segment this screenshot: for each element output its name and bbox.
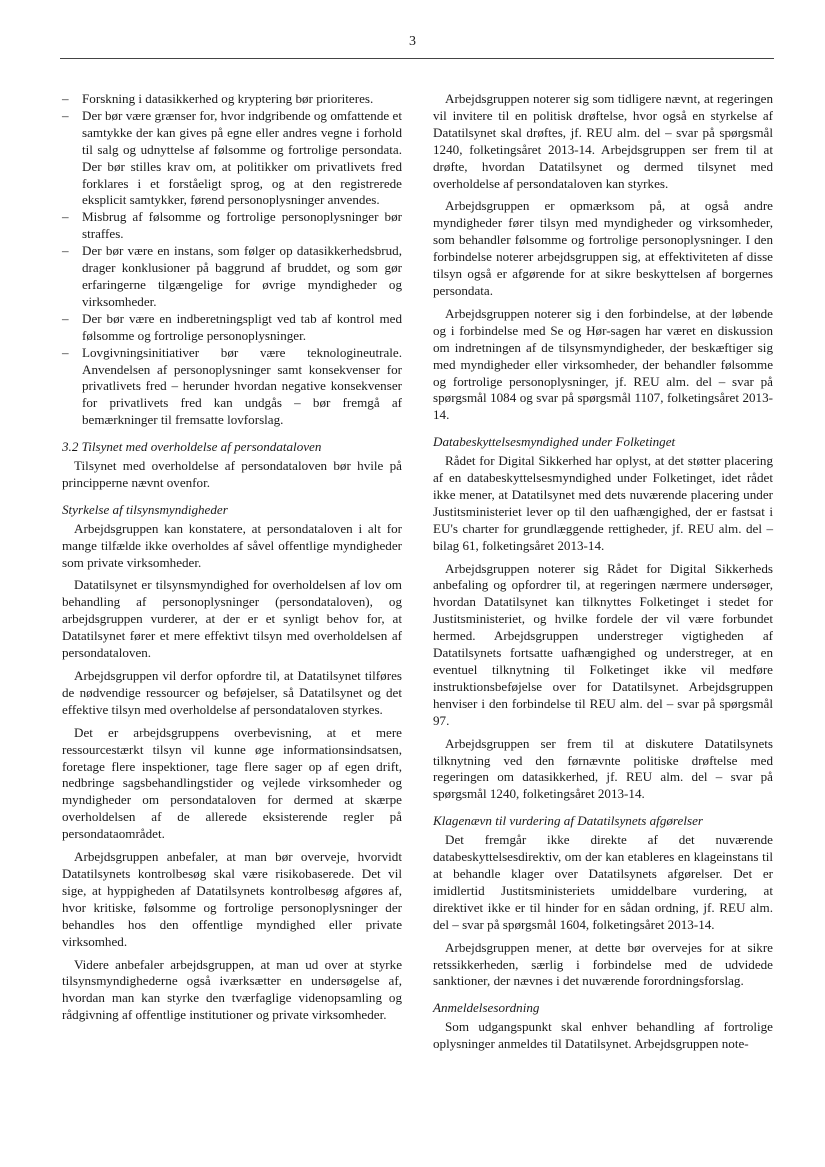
paragraph: Arbejdsgruppen noterer sig Rådet for Digital Sikkerheds anbefaling og opfordrer til, at regeringen nærmere undersøger, hvordan Datatilsynet kan tilknyttes Folketinget i stedet for Justitsministeriet, og hvilke fordele der vil være forbundet hermed. Arbejdsgruppen understreger vigtigheden af Datatilsynets fortsatte uafhængighed og understreger, at en eventuel tilknytning til Folketinget ikke vil medføre instruktionsbeføjelse over for Datatilsynet. Arbejdsgruppen henviser i den forbindelse til REU alm. del – svar på spørgsmål 97. [433,560,773,728]
paragraph: Arbejdsgruppen anbefaler, at man bør overveje, hvorvidt Datatilsynets kontrolbesøg skal være risikobaserede. Det vil sige, at hyppigheden af Datatilsynets kontrolbesøg afgøres af, hvor kritiske, følsomme og fortrolige personoplysninger der behandles hos den offentlige myndighed eller private virksomhed. [62,849,402,949]
header-rule [60,58,774,59]
dash-bullet-icon: – [62,107,69,123]
list-item [62,311,402,345]
left-column [62,91,402,1030]
list-item-text: Misbrug af følsomme og fortrolige personoplysninger bør straffes. [82,209,402,242]
list-item [62,209,402,243]
section-heading: 3.2 Tilsynet med overholdelse af persondataloven [62,439,322,455]
subheading: Klagenævn til vurdering af Datatilsynets afgørelser [433,813,703,829]
list-item [62,108,402,209]
list-item-text: Forskning i datasikkerhed og kryptering bør prioriteres. [82,91,374,106]
list-item-text: Der bør være en indberetningspligt ved tab af kontrol med følsomme og fortrolige personoplysninger. [82,310,402,343]
list-item-text: Der bør være en instans, som følger op datasikkerhedsbrud, drager konklusioner på baggrund af bruddet, og som gør erfaringerne tilgængelige for øvrige myndigheder og virksomheder. [82,243,402,309]
list-item-text: Lovgivningsinitiativer bør være teknologineutrale. Anvendelsen af personoplysninger samt konsekvenser for privatlivets fred – herunder hvordan negative konsekvenser for privatlivets fred kan undgås – bør fremgå af bemærkninger til fremsatte lovforslag. [82,344,402,428]
subheading: Anmeldelsesordning [433,1000,540,1016]
paragraph: Datatilsynet er tilsynsmyndighed for overholdelsen af lov om behandling af personoplysninger (persondataloven), og arbejdsgruppen vurderer, at der er et synligt behov for, at Datatilsynet fører et mere effektivt tilsyn med overholdelsen af persondataloven. [62,577,402,661]
dash-bullet-icon: – [62,209,69,225]
paragraph: Arbejdsgruppen ser frem til at diskutere Datatilsynets tilknytning ved den førnævnte politiske drøftelse med regeringen om datasikkerhed, jf. REU alm. del – svar på spørgsmål 1240, folketingsåret 2013-14. [433,735,773,802]
paragraph: Det fremgår ikke direkte af det nuværende databeskyttelsesdirektiv, om der kan etableres en klageinstans til at behandle klager over Datatilsynets afgørelser. Det er imidlertid Justitsministeriets umiddelbare vurdering, at direktivet ikke er til hinder for en sådan ordning, jf. REU alm. del – svar på spørgsmål 1604, folketingsåret 2013-14. [433,832,773,932]
paragraph: Videre anbefaler arbejdsgruppen, at man ud over at styrke tilsynsmyndighederne også iværksætter en undersøgelse af, hvordan man kan styrke den tværfaglige videnopsamling og rådgivning af offentlige institutioner og private virksomheder. [62,956,402,1023]
paragraph: Arbejdsgruppen kan konstatere, at persondataloven i alt for mange tilfælde ikke overholdes af såvel offentlige myndigheder som private virksomheder. [62,520,402,570]
list-item [62,243,402,311]
dash-bullet-icon: – [62,243,69,259]
paragraph: Det er arbejdsgruppens overbevisning, at et mere ressourcestærkt tilsyn vil kunne øge informationsindsatsen, foretage flere inspektioner, tage flere sager op af egen drift, nedbringe sagsbehandlingstider og vejlede virksomheder og myndigheder om persondataloven for dermed at skærpe overholdelsen af de allerede eksisterende regler på persondataområdet. [62,724,402,842]
paragraph: Som udgangspunkt skal enhver behandling af fortrolige oplysninger anmeldes til Datatilsynet. Arbejdsgruppen note- [433,1019,773,1052]
page-number: 3 [409,34,416,49]
subheading: Styrkelse af tilsynsmyndigheder [62,501,228,517]
paragraph: Arbejdsgruppen er opmærksom på, at også andre myndigheder fører tilsyn med myndigheder og virksomheder, som behandler følsomme og fortrolige personoplysninger. I den forbindelse noterer arbejdsgruppen sig, at effektiviteten af disse tilsyn også er afgørende for at sikre beskyttelsen af borgernes persondata. [433,198,773,298]
right-column [433,91,773,1059]
dash-bullet-icon: – [62,310,69,326]
dash-bullet-icon: – [62,344,69,360]
list-item [62,91,402,108]
paragraph: Arbejdsgruppen noterer sig i den forbindelse, at der løbende og i forbindelse med Se og Hør-sagen har været en diskussion om indretningen af de tilsynsmyndigheder, der beskæftiger sig med myndigheder eller virksomheder, der behandler følsomme og fortrolige personoplysninger, jf. REU alm. del – svar på spørgsmål 1084 og svar på spørgsmål 1107, folketingsåret 2013-14. [433,305,773,423]
list-item [62,345,402,430]
list-item-text: Der bør være grænser for, hvor indgribende og omfattende et samtykke der kan gives på egne eller andres vegne i forhold til salg og udnyttelse af følsomme og fortrolige persondata. Der bør stilles krav om, at politikker om privatlivets fred forklares i et forståeligt sprog, og at den registrerede eksplicit samtykker, førend personoplysninger anvendes. [82,107,402,208]
section-intro: Tilsynet med overholdelse af persondataloven bør hvile på principperne nævnt ovenfor. [62,458,402,490]
paragraph: Arbejdsgruppen mener, at dette bør overvejes for at sikre retssikkerheden, særlig i forbindelse med de udvidede sanktioner, der nævnes i det nuværende forordningsforslag. [433,939,773,989]
paragraph: Arbejdsgruppen noterer sig som tidligere nævnt, at regeringen vil invitere til en politisk drøftelse, hvor også en styrkelse af Datatilsynet skal drøftes, jf. REU alm. del – svar på spørgsmål 1240, folketingsåret 2013-14. Arbejdsgruppen ser frem til at drøfte, hvordan Datatilsynet og dermed tilsynet med overholdelse af persondataloven kan styrkes. [433,91,773,191]
recommendation-list [62,91,402,429]
dash-bullet-icon: – [62,91,69,106]
paragraph: Arbejdsgruppen vil derfor opfordre til, at Datatilsynet tilføres de nødvendige ressourcer og beføjelser, så Datatilsynet og det effektive tilsyn med overholdelse af persondataloven styrkes. [62,668,402,717]
subheading: Databeskyttelsesmyndighed under Folketinget [433,434,676,450]
paragraph: Rådet for Digital Sikkerhed har oplyst, at det støtter placering af en databeskyttelsesmyndighed under Folketinget, idet rådet ikke mener, at Datatilsynet med dets nuværende placering under Justitsministeriet lever op til den uafhængighed, der er fastsat i EU's charter for grundlæggende rettigheder, jf. REU alm. del – bilag 61, folketingsåret 2013-14. [433,453,773,553]
